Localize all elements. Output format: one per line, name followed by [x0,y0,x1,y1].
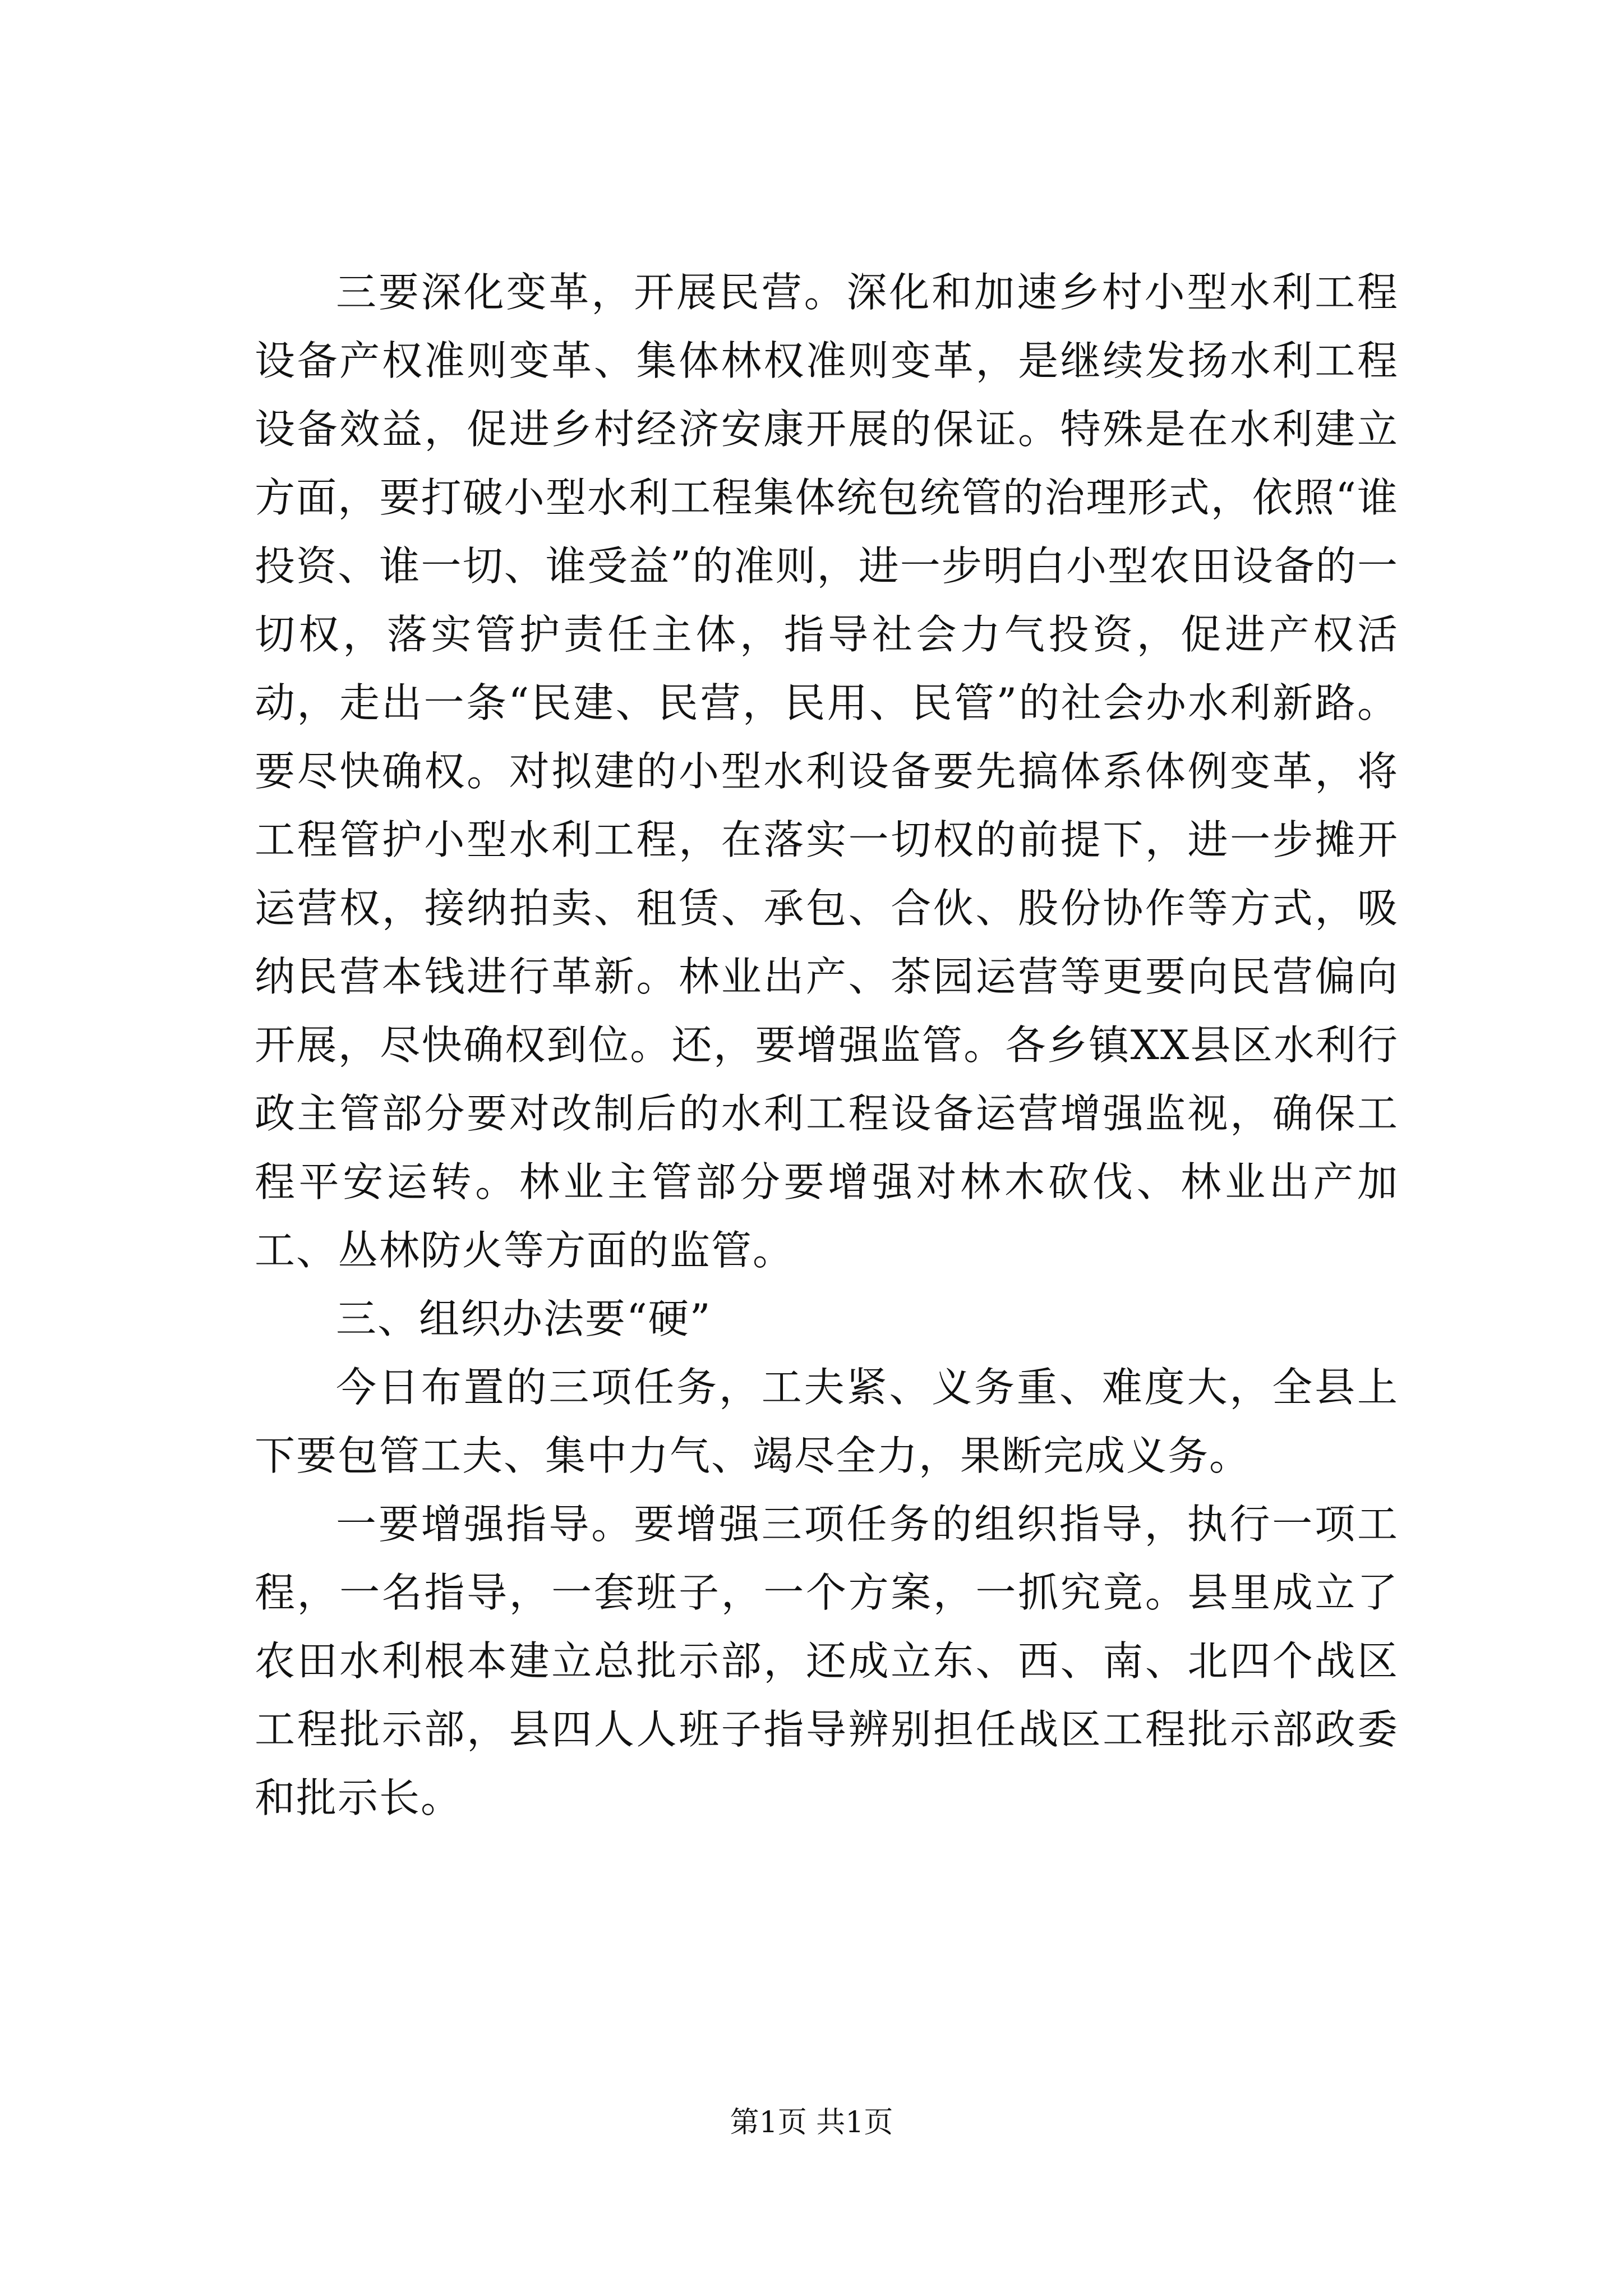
paragraph-leadership: 一要增强指导。要增强三项任务的组织指导，执行一项工程，一名指导，一套班子，一个方案，一抓究竟。县里成立了农田水利根本建立总批示部，还成立东、西、南、北四个战区工程批示部，县四人人班子指导辨别担任战区工程批示部政委和批示长。 [255,1501,1399,1821]
paragraph-reform: 三要深化变革，开展民营。深化和加速乡村小型水利工程设备产权准则变革、集体林权准则变革，是继续发扬水利工程设备效益，促进乡村经济安康开展的保证。特殊是在水利建立方面，要打破小型水利工程集体统包统管的治理形式，依照“谁投资、谁一切、谁受益”的准则，进一步明白小型农田设备的一切权，落实管护责任主体，指导社会力气投资，促进产权活动，走出一条“民建、民营，民用、民管”的社会办水利新路。要尽快确权。对拟建的小型水利设备要先搞体系体例变革，将工程管护小型水利工程，在落实一切权的前提下，进一步摊开运营权，接纳拍卖、租赁、承包、合伙、股份协作等方式，吸纳民营本钱进行革新。林业出产、茶园运营等更要向民营偏向开展，尽快确权到位。还，要增强监管。各乡镇XX县区水利行政主管部分要对改制后的水利工程设备运营增强监视，确保工程平安运转。林业主管部分要增强对林木砍伐、林业出产加工、丛林防火等方面的监管。 [255,269,1399,1274]
document-body [255,258,1399,1832]
page-footer: 第1页 共1页 [730,2106,893,2139]
paragraph-tasks: 今日布置的三项任务，工夫紧、义务重、难度大，全县上下要包管工夫、集中力气、竭尽全力，果断完成义务。 [255,1364,1399,1479]
section-heading-organization: 三、组织办法要“硬” [336,1295,712,1342]
